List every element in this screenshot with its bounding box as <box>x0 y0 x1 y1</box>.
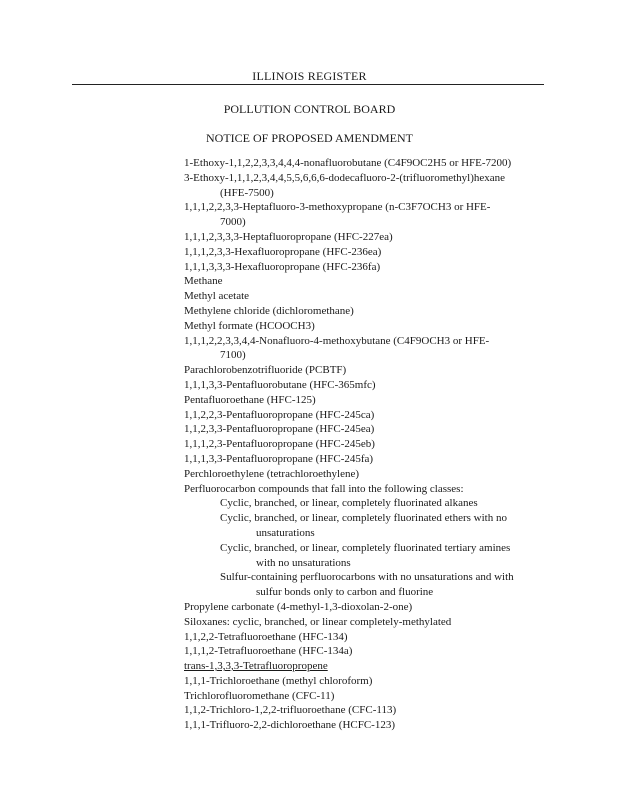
list-item-continuation <box>184 496 554 511</box>
list-item-continuation <box>184 570 554 585</box>
list-item-text: Siloxanes: cyclic, branched, or linear completely-methylated <box>184 615 452 628</box>
list-item <box>184 274 554 289</box>
list-item-text: (HFE-7500) <box>220 186 274 199</box>
list-item-text: Propylene carbonate (4-methyl-1,3-dioxolan-2-one) <box>184 600 413 613</box>
list-item <box>184 171 554 186</box>
list-item <box>184 304 554 319</box>
list-item-text: Trichlorofluoromethane (CFC-11) <box>184 689 335 702</box>
list-item <box>184 334 554 349</box>
list-item-text: Cyclic, branched, or linear, completely fluorinated tertiary amines <box>220 541 511 554</box>
list-item <box>184 408 554 423</box>
list-item-text: 7100) <box>220 349 246 362</box>
list-item-text: 1,1,1,2-Tetrafluoroethane (HFC-134a) <box>184 645 353 658</box>
list-item-text: 1-Ethoxy-1,1,2,2,3,3,4,4,4-nonafluorobutane (C4F9OC2H5 or HFE-7200) <box>184 157 512 169</box>
list-item <box>184 674 554 689</box>
list-item-continuation <box>184 215 554 230</box>
list-item-text: 1,1,1,2,3,3,3-Heptafluoropropane (HFC-227ea) <box>184 230 393 243</box>
list-item-text: Pentafluoroethane (HFC-125) <box>184 393 316 406</box>
list-item-text: 3-Ethoxy-1,1,1,2,3,4,4,5,5,6,6,6-dodecafluoro-2-(trifluoromethyl)hexane <box>184 171 506 184</box>
list-item <box>184 615 554 630</box>
compound-list <box>184 156 554 733</box>
list-item <box>184 689 554 704</box>
list-item-text: unsaturations <box>256 526 315 539</box>
list-item <box>184 659 554 674</box>
header-rule <box>72 84 544 85</box>
list-item-text: 1,1,1,3,3-Pentafluorobutane (HFC-365mfc) <box>184 378 376 391</box>
list-item-text: Cyclic, branched, or linear, completely fluorinated ethers with no <box>220 512 507 525</box>
board-name: POLLUTION CONTROL BOARD <box>223 102 396 116</box>
list-item <box>184 156 554 171</box>
list-item-text: 1,1,1-Trichloroethane (methyl chloroform) <box>184 674 373 687</box>
list-item-text: 1,1,1-Trifluoro-2,2-dichloroethane (HCFC-123) <box>184 719 396 732</box>
list-item <box>184 600 554 615</box>
list-item-text: 1,1,2-Trichloro-1,2,2-trifluoroethane (CFC-113) <box>184 704 397 717</box>
list-item-text: Cyclic, branched, or linear, completely fluorinated alkanes <box>220 497 478 510</box>
list-item <box>184 363 554 378</box>
list-item-text: Methyl acetate <box>184 290 250 303</box>
list-item <box>184 245 554 260</box>
list-item <box>184 467 554 482</box>
list-item <box>184 289 554 304</box>
list-item-text: Methylene chloride (dichloromethane) <box>184 304 354 317</box>
list-item-text: Methyl formate (HCOOCH3) <box>184 319 315 332</box>
list-item <box>184 718 554 733</box>
list-item-text: Parachlorobenzotrifluoride (PCBTF) <box>184 364 347 377</box>
list-item <box>184 482 554 497</box>
list-item-continuation <box>184 186 554 201</box>
list-item-continuation <box>184 541 554 556</box>
list-item-text: sulfur bonds only to carbon and fluorine <box>256 586 434 599</box>
list-item <box>184 200 554 215</box>
list-item-text: Methane <box>184 275 223 288</box>
list-item-continuation <box>184 511 554 526</box>
list-item <box>184 437 554 452</box>
list-item <box>184 422 554 437</box>
list-item <box>184 630 554 645</box>
list-item-text: trans-1,3,3,3-Tetrafluoropropene <box>184 660 328 673</box>
list-item-text: 1,1,1,2,3-Pentafluoropropane (HFC-245eb) <box>184 438 375 451</box>
list-item-text: Sulfur-containing perfluorocarbons with no unsaturations and with <box>220 571 514 584</box>
list-item <box>184 319 554 334</box>
list-item-text: 7000) <box>220 216 246 229</box>
list-item <box>184 230 554 245</box>
list-item-text: Perchloroethylene (tetrachloroethylene) <box>184 467 360 480</box>
list-item-text: 1,1,2,2-Tetrafluoroethane (HFC-134) <box>184 630 348 643</box>
list-item-text: 1,1,1,3,3,3-Hexafluoropropane (HFC-236fa) <box>184 260 381 273</box>
list-item-text: 1,1,1,2,3,3-Hexafluoropropane (HFC-236ea) <box>184 245 382 258</box>
list-item-continuation <box>184 585 554 600</box>
list-item-continuation <box>184 348 554 363</box>
list-item <box>184 393 554 408</box>
list-item <box>184 260 554 275</box>
list-item-text: with no unsaturations <box>256 556 351 569</box>
list-item-text: 1,1,2,3,3-Pentafluoropropane (HFC-245ea) <box>184 423 375 436</box>
list-item <box>184 378 554 393</box>
list-item-text: Perfluorocarbon compounds that fall into the following classes: <box>184 482 464 495</box>
list-item-text: 1,1,1,3,3-Pentafluoropropane (HFC-245fa) <box>184 452 374 465</box>
list-item <box>184 703 554 718</box>
list-item-continuation <box>184 556 554 571</box>
notice-heading: NOTICE OF PROPOSED AMENDMENT <box>205 131 414 145</box>
list-item <box>184 644 554 659</box>
register-title: ILLINOIS REGISTER <box>252 69 367 83</box>
list-item-text: 1,1,1,2,2,3,3-Heptafluoro-3-methoxypropane (n-C3F7OCH3 or HFE- <box>184 201 491 214</box>
list-item-text: 1,1,1,2,2,3,3,4,4-Nonafluoro-4-methoxybutane (C4F9OCH3 or HFE- <box>184 334 490 347</box>
list-item-text: 1,1,2,2,3-Pentafluoropropane (HFC-245ca) <box>184 408 375 421</box>
list-item <box>184 452 554 467</box>
list-item-continuation <box>184 526 554 541</box>
